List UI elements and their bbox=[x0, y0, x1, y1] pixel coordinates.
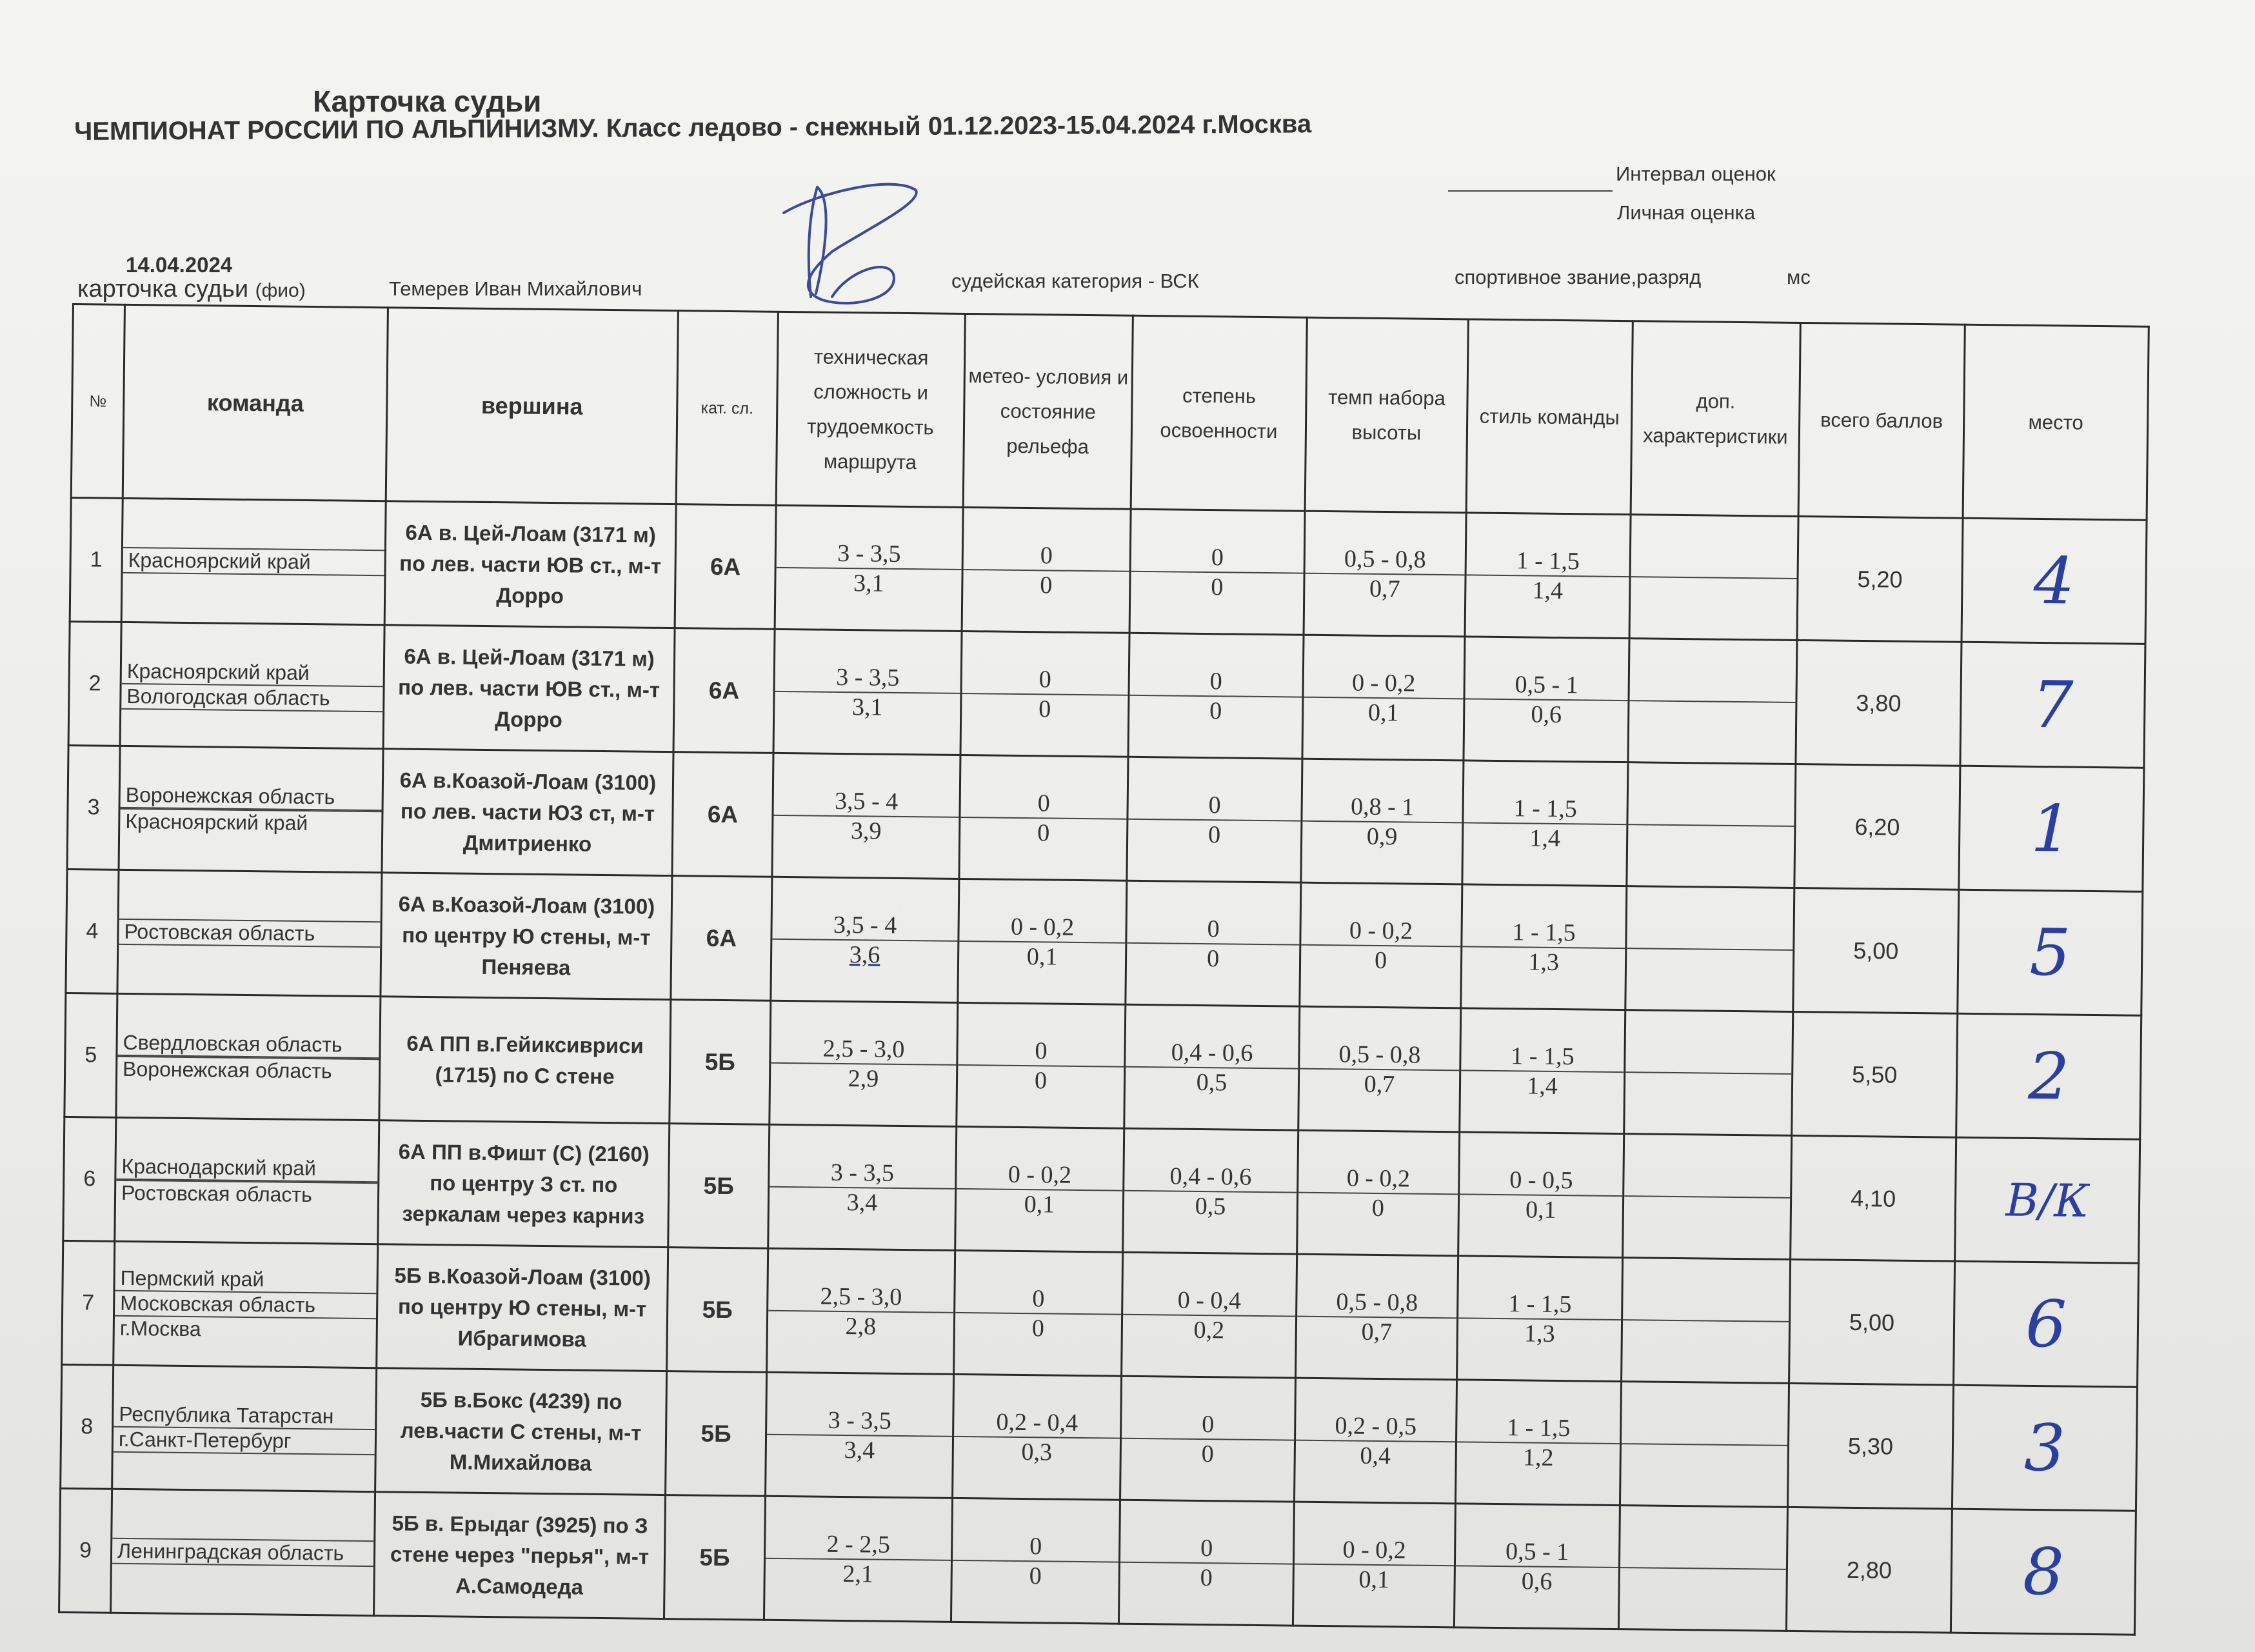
row-number: 1 bbox=[70, 497, 123, 622]
meteo-cell bbox=[958, 879, 1127, 1004]
place-handwritten: 3 bbox=[1952, 1385, 2137, 1511]
col-team: команда bbox=[123, 304, 388, 501]
style-score: 1,3 bbox=[1528, 948, 1560, 976]
extra-cell bbox=[1624, 1010, 1793, 1136]
tech-cell bbox=[771, 877, 959, 1002]
style-cell bbox=[1454, 1504, 1620, 1629]
novelty-score: 0 bbox=[1201, 1440, 1215, 1468]
tech-range: 3 - 3,5 bbox=[777, 538, 962, 570]
tempo-score: 0,7 bbox=[1361, 1318, 1393, 1346]
total-score: 5,30 bbox=[1787, 1383, 1953, 1509]
col-tempo: темп набора высоты bbox=[1305, 317, 1468, 513]
novelty-range: 0 - 0,4 bbox=[1123, 1285, 1295, 1317]
meteo-cell bbox=[951, 1498, 1120, 1624]
novelty-score: 0 bbox=[1209, 697, 1222, 724]
col-tech: техническая сложность и трудоемкость маршрута bbox=[776, 312, 965, 507]
extra-range bbox=[1631, 576, 1797, 579]
total-score: 5,20 bbox=[1797, 516, 1963, 642]
extra-range bbox=[1625, 1071, 1791, 1075]
meteo-cell bbox=[962, 507, 1131, 633]
tempo-cell bbox=[1301, 759, 1464, 884]
extra-cell bbox=[1628, 639, 1797, 764]
total-score: 5,50 bbox=[1792, 1011, 1958, 1137]
tech-score: 3,1 bbox=[851, 693, 883, 721]
team-cell bbox=[117, 870, 382, 996]
tech-score: 3,4 bbox=[844, 1436, 875, 1464]
novelty-cell bbox=[1118, 1500, 1294, 1626]
novelty-range: 0 bbox=[1128, 790, 1300, 821]
peak-route: 6А в.Коазой-Лоам (3100) по лев. части ЮЗ ст, м-т Дмитриенко bbox=[382, 749, 673, 876]
handwritten-signature bbox=[771, 174, 926, 313]
tech-cell bbox=[775, 505, 963, 631]
meteo-cell bbox=[954, 1250, 1123, 1376]
team-name: Пермский край bbox=[115, 1266, 376, 1294]
row-number: 9 bbox=[59, 1488, 112, 1613]
table-body bbox=[59, 497, 2147, 1635]
team-name: Красноярский край bbox=[123, 548, 384, 576]
col-meteo: метео- условия и состояние рельефа bbox=[963, 313, 1133, 509]
tech-cell bbox=[772, 753, 960, 879]
novelty-score: 0,2 bbox=[1193, 1316, 1225, 1344]
tempo-range: 0 - 0,2 bbox=[1304, 668, 1463, 699]
score-table-wrapper bbox=[58, 303, 2148, 1642]
place-handwritten: 7 bbox=[1960, 642, 2145, 768]
tech-range: 3,5 - 4 bbox=[773, 786, 959, 817]
route-category: 5Б bbox=[668, 1124, 770, 1249]
style-cell bbox=[1464, 637, 1629, 762]
route-category: 5Б bbox=[670, 1000, 771, 1125]
tech-score: 2,8 bbox=[845, 1312, 877, 1340]
novelty-range: 0 bbox=[1122, 1409, 1294, 1440]
novelty-range: 0 bbox=[1127, 913, 1299, 945]
col-extra: доп. характеристики bbox=[1631, 321, 1800, 517]
row-number: 7 bbox=[62, 1240, 115, 1365]
col-peak: вершина bbox=[386, 308, 678, 504]
meteo-range: 0 bbox=[960, 788, 1126, 819]
meteo-cell bbox=[953, 1374, 1122, 1500]
style-range: 1 - 1,5 bbox=[1461, 1041, 1624, 1073]
peak-route: 6А ПП в.Фишт (С) (2160) по центру З ст. по зеркалам через карниз bbox=[378, 1120, 670, 1248]
col-num: № bbox=[71, 304, 124, 499]
novelty-cell bbox=[1124, 1004, 1300, 1130]
meteo-range: 0 bbox=[958, 1035, 1124, 1067]
meteo-range: 0 bbox=[962, 664, 1128, 695]
tech-score: 3,9 bbox=[850, 817, 882, 845]
row-number: 2 bbox=[68, 621, 121, 746]
col-style: стиль команды bbox=[1466, 319, 1633, 515]
novelty-cell bbox=[1129, 509, 1305, 635]
tempo-cell bbox=[1293, 1502, 1455, 1627]
tech-cell bbox=[770, 1000, 958, 1126]
interval-label: Интервал оценок bbox=[1616, 163, 1776, 185]
style-range: 1 - 1,5 bbox=[1458, 1289, 1621, 1320]
extra-range bbox=[1628, 824, 1794, 827]
meteo-score: 0 bbox=[1031, 1314, 1045, 1342]
card-label bbox=[77, 275, 306, 303]
extra-cell bbox=[1623, 1134, 1792, 1260]
tech-cell bbox=[773, 629, 962, 755]
place-handwritten: 6 bbox=[1954, 1261, 2139, 1387]
table-row bbox=[68, 621, 2145, 768]
table-row bbox=[66, 869, 2143, 1015]
peak-route: 6А в. Цей-Лоам (3171 м) по лев. части ЮВ ст., м-т Дорро bbox=[384, 501, 676, 628]
route-category: 5Б bbox=[666, 1371, 767, 1497]
extra-range bbox=[1620, 1567, 1786, 1570]
extra-range bbox=[1627, 948, 1793, 951]
style-cell bbox=[1458, 1132, 1624, 1258]
place-handwritten: 5 bbox=[1958, 890, 2143, 1015]
style-range: 1 - 1,5 bbox=[1457, 1413, 1620, 1444]
row-number: 8 bbox=[61, 1364, 114, 1489]
tempo-cell bbox=[1297, 1130, 1460, 1256]
place-handwritten: 8 bbox=[1951, 1509, 2136, 1635]
meteo-cell bbox=[959, 755, 1128, 881]
row-number: 5 bbox=[65, 993, 117, 1117]
tempo-score: 0,4 bbox=[1360, 1442, 1391, 1469]
team-name: Вологодская область bbox=[121, 684, 382, 712]
meteo-range: 0 - 0,2 bbox=[957, 1159, 1122, 1191]
tempo-range: 0 - 0,2 bbox=[1295, 1535, 1454, 1566]
team-cell bbox=[119, 746, 383, 872]
tempo-cell bbox=[1295, 1378, 1457, 1504]
meteo-range: 0,2 - 0,4 bbox=[954, 1407, 1120, 1438]
meteo-score: 0,1 bbox=[1026, 942, 1058, 971]
team-name: г.Москва bbox=[119, 1316, 201, 1341]
peak-route: 6А в. Цей-Лоам (3171 м) по лев. части ЮВ ст., м-т Дорро bbox=[383, 625, 675, 752]
tempo-cell bbox=[1296, 1254, 1458, 1380]
tempo-score: 0,9 bbox=[1366, 822, 1398, 850]
total-score: 6,20 bbox=[1794, 764, 1960, 890]
style-range: 1 - 1,5 bbox=[1467, 546, 1629, 577]
tech-range: 3 - 3,5 bbox=[770, 1157, 955, 1189]
place-handwritten: 1 bbox=[1959, 766, 2144, 891]
extra-cell bbox=[1622, 1258, 1791, 1384]
team-name: Красноярский край bbox=[125, 809, 308, 835]
team-name: Свердловская область bbox=[117, 1030, 379, 1058]
tempo-range: 0,5 - 0,8 bbox=[1306, 544, 1465, 575]
table-row bbox=[59, 1488, 2136, 1635]
place-handwritten: В/К bbox=[1955, 1137, 2140, 1263]
peak-route: 6А в.Коазой-Лоам (3100) по центру Ю стены, м-т Пеняева bbox=[381, 873, 672, 1000]
novelty-range: 0,4 - 0,6 bbox=[1126, 1037, 1298, 1069]
meteo-score: 0 bbox=[1040, 571, 1053, 599]
row-number: 6 bbox=[63, 1117, 116, 1241]
meteo-cell bbox=[957, 1002, 1126, 1128]
team-cell bbox=[112, 1365, 377, 1491]
style-cell bbox=[1462, 761, 1628, 886]
col-place: место bbox=[1963, 324, 2149, 520]
team-name: Ростовская область bbox=[121, 1180, 312, 1206]
tempo-range: 0 - 0,2 bbox=[1298, 1163, 1458, 1195]
team-cell bbox=[115, 1117, 379, 1244]
peak-route: 5Б в.Коазой-Лоам (3100) по центру Ю стены, м-т Ибрагимова bbox=[377, 1244, 668, 1371]
total-score: 4,10 bbox=[1791, 1135, 1956, 1261]
style-score: 1,2 bbox=[1522, 1443, 1554, 1471]
row-number: 4 bbox=[66, 869, 119, 993]
novelty-score: 0 bbox=[1211, 573, 1224, 601]
card-label-text: карточка судьи bbox=[77, 275, 249, 303]
tech-score: 2,1 bbox=[842, 1560, 874, 1588]
extra-cell bbox=[1620, 1382, 1789, 1508]
tempo-range: 0,2 - 0,5 bbox=[1296, 1411, 1455, 1442]
tech-score: 3,1 bbox=[853, 569, 884, 597]
novelty-score: 0,5 bbox=[1195, 1192, 1226, 1220]
extra-cell bbox=[1618, 1506, 1787, 1631]
team-cell bbox=[111, 1489, 375, 1615]
card-date: 14.04.2024 bbox=[126, 253, 233, 277]
tempo-score: 0 bbox=[1374, 946, 1387, 974]
table-row bbox=[70, 497, 2147, 644]
novelty-range: 0 bbox=[1120, 1533, 1293, 1564]
tech-score: 2,9 bbox=[848, 1064, 879, 1093]
style-cell bbox=[1461, 884, 1627, 1010]
novelty-score: 0 bbox=[1206, 944, 1220, 972]
tempo-score: 0,1 bbox=[1358, 1566, 1390, 1593]
extra-range bbox=[1622, 1443, 1787, 1446]
meteo-score: 0 bbox=[1038, 695, 1051, 722]
team-cell bbox=[116, 993, 381, 1120]
tempo-range: 0 - 0,2 bbox=[1301, 915, 1460, 947]
route-category: 5Б bbox=[664, 1495, 765, 1620]
page-title: Карточка судьи bbox=[313, 85, 542, 118]
style-score: 1,4 bbox=[1527, 1071, 1558, 1100]
style-score: 1,3 bbox=[1524, 1319, 1555, 1348]
tech-range: 2,5 - 3,0 bbox=[771, 1033, 956, 1065]
style-range: 0,5 - 1 bbox=[1456, 1537, 1618, 1568]
team-name: Ростовская область bbox=[119, 920, 380, 948]
table-row bbox=[61, 1364, 2138, 1511]
tempo-score: 0,7 bbox=[1369, 575, 1400, 602]
novelty-cell bbox=[1128, 633, 1304, 759]
team-name: Республика Татарстан bbox=[114, 1402, 375, 1429]
style-score: 0,1 bbox=[1525, 1195, 1556, 1224]
tempo-cell bbox=[1304, 511, 1466, 637]
novelty-score: 0,5 bbox=[1196, 1068, 1227, 1096]
route-category: 6А bbox=[672, 752, 773, 877]
page-subtitle: ЧЕМПИОНАТ РОССИИ ПО АЛЬПИНИЗМУ. Класс ледово - снежный 01.12.2023-15.04.2024 г.Москва bbox=[74, 110, 1312, 146]
tempo-score: 0,1 bbox=[1367, 699, 1399, 726]
meteo-cell bbox=[955, 1126, 1124, 1252]
route-category: 6А bbox=[673, 628, 775, 753]
rank-value: мс bbox=[1787, 266, 1811, 288]
col-novelty: степень освоенности bbox=[1131, 315, 1307, 511]
meteo-score: 0,1 bbox=[1024, 1190, 1055, 1219]
tempo-cell bbox=[1298, 1006, 1461, 1132]
row-number: 3 bbox=[67, 745, 120, 870]
route-category: 6А bbox=[671, 876, 772, 1001]
total-score: 5,00 bbox=[1789, 1259, 1955, 1385]
tempo-cell bbox=[1300, 882, 1462, 1008]
novelty-score: 0 bbox=[1200, 1564, 1213, 1591]
tech-cell bbox=[767, 1248, 955, 1374]
novelty-cell bbox=[1122, 1252, 1297, 1378]
extra-cell bbox=[1625, 886, 1794, 1012]
extra-range bbox=[1629, 700, 1795, 703]
style-range: 1 - 1,5 bbox=[1464, 793, 1626, 825]
tech-range: 2,5 - 3,0 bbox=[768, 1281, 953, 1313]
meteo-range: 0 bbox=[964, 540, 1129, 572]
extra-cell bbox=[1629, 515, 1798, 641]
style-range: 1 - 1,5 bbox=[1462, 917, 1625, 949]
place-handwritten: 2 bbox=[1956, 1013, 2141, 1139]
style-score: 1,4 bbox=[1532, 577, 1564, 604]
total-score: 2,80 bbox=[1786, 1507, 1952, 1633]
total-score: 5,00 bbox=[1793, 888, 1959, 1013]
novelty-range: 0,4 - 0,6 bbox=[1124, 1161, 1296, 1193]
meteo-score: 0 bbox=[1029, 1562, 1042, 1589]
personal-label: Личная оценка bbox=[1617, 201, 1756, 224]
place-handwritten: 4 bbox=[1962, 518, 2147, 644]
extra-range bbox=[1624, 1195, 1790, 1199]
table-row bbox=[65, 993, 2141, 1139]
peak-route: 6А ПП в.Гейиксивриси (1715) по С стене bbox=[379, 997, 671, 1124]
tech-range: 3 - 3,5 bbox=[775, 662, 960, 693]
novelty-range: 0 bbox=[1130, 666, 1302, 697]
team-name: Красноярский край bbox=[122, 659, 383, 686]
table-row bbox=[63, 1117, 2140, 1263]
style-cell bbox=[1465, 513, 1631, 639]
route-category: 6А bbox=[675, 504, 776, 630]
team-cell bbox=[120, 622, 384, 748]
novelty-cell bbox=[1127, 757, 1302, 882]
meteo-score: 0 bbox=[1037, 819, 1050, 846]
tempo-score: 0 bbox=[1371, 1194, 1385, 1222]
tempo-range: 0,8 - 1 bbox=[1302, 791, 1462, 823]
style-range: 0,5 - 1 bbox=[1465, 670, 1627, 701]
meteo-range: 0 bbox=[955, 1283, 1121, 1315]
route-category: 5Б bbox=[667, 1248, 768, 1373]
table-row bbox=[67, 745, 2144, 891]
tech-range: 2 - 2,5 bbox=[766, 1529, 951, 1560]
rank-label: спортивное звание,разряд bbox=[1455, 266, 1702, 288]
table-row bbox=[62, 1240, 2139, 1387]
meteo-range: 0 bbox=[953, 1531, 1118, 1562]
meteo-score: 0 bbox=[1034, 1066, 1048, 1094]
tech-cell bbox=[764, 1496, 952, 1622]
team-name: г.Санкт-Петербург bbox=[114, 1427, 375, 1455]
interval-blank-line bbox=[1448, 190, 1613, 192]
col-cat: кат. сл. bbox=[676, 311, 778, 506]
team-name: Краснодарский край bbox=[116, 1154, 377, 1182]
col-total: всего баллов bbox=[1798, 323, 1965, 518]
tech-score: 3,6 bbox=[849, 940, 880, 969]
judge-name: Темерев Иван Михайлович bbox=[389, 277, 642, 300]
judge-category: судейская категория - ВСК bbox=[951, 270, 1199, 292]
style-score: 1,4 bbox=[1529, 824, 1561, 852]
team-cell bbox=[114, 1241, 378, 1368]
style-cell bbox=[1455, 1380, 1621, 1506]
team-name: Воронежская область bbox=[122, 1057, 332, 1082]
novelty-score: 0 bbox=[1207, 821, 1221, 848]
extra-range bbox=[1623, 1319, 1789, 1322]
style-cell bbox=[1460, 1008, 1625, 1134]
extra-cell bbox=[1627, 762, 1796, 888]
meteo-cell bbox=[960, 631, 1129, 757]
peak-route: 5Б в.Бокс (4239) по лев.части С стены, м-т М.Михайлова bbox=[375, 1368, 667, 1495]
novelty-cell bbox=[1123, 1128, 1298, 1254]
team-cell bbox=[121, 498, 386, 624]
meteo-score: 0,3 bbox=[1021, 1438, 1053, 1466]
style-range: 0 - 0,5 bbox=[1460, 1165, 1622, 1197]
tempo-cell bbox=[1302, 635, 1465, 761]
total-score: 3,80 bbox=[1796, 640, 1962, 766]
style-score: 0,6 bbox=[1521, 1567, 1553, 1595]
team-name: Воронежская область bbox=[121, 782, 382, 810]
tech-cell bbox=[768, 1124, 957, 1250]
style-score: 0,6 bbox=[1531, 701, 1562, 728]
score-table bbox=[58, 303, 2150, 1636]
tempo-score: 0,7 bbox=[1364, 1070, 1395, 1098]
card-label-small: (фио) bbox=[255, 280, 306, 301]
tempo-range: 0,5 - 0,8 bbox=[1300, 1039, 1459, 1071]
peak-route: 5Б в. Ерыдаг (3925) по З стене через "перья", м-т А.Самодеда bbox=[374, 1492, 666, 1619]
team-name: Ленинградская область bbox=[112, 1539, 373, 1567]
header-row bbox=[71, 304, 2149, 521]
tech-cell bbox=[766, 1372, 954, 1498]
tech-range: 3,5 - 4 bbox=[772, 910, 957, 941]
novelty-range: 0 bbox=[1131, 542, 1304, 573]
tech-score: 3,4 bbox=[846, 1188, 878, 1217]
tech-range: 3 - 3,5 bbox=[767, 1405, 952, 1437]
style-cell bbox=[1457, 1256, 1623, 1382]
meteo-range: 0 - 0,2 bbox=[959, 911, 1125, 943]
team-name: Московская область bbox=[115, 1291, 376, 1319]
tempo-range: 0,5 - 0,8 bbox=[1297, 1287, 1456, 1319]
novelty-cell bbox=[1126, 881, 1301, 1006]
novelty-cell bbox=[1120, 1376, 1296, 1502]
